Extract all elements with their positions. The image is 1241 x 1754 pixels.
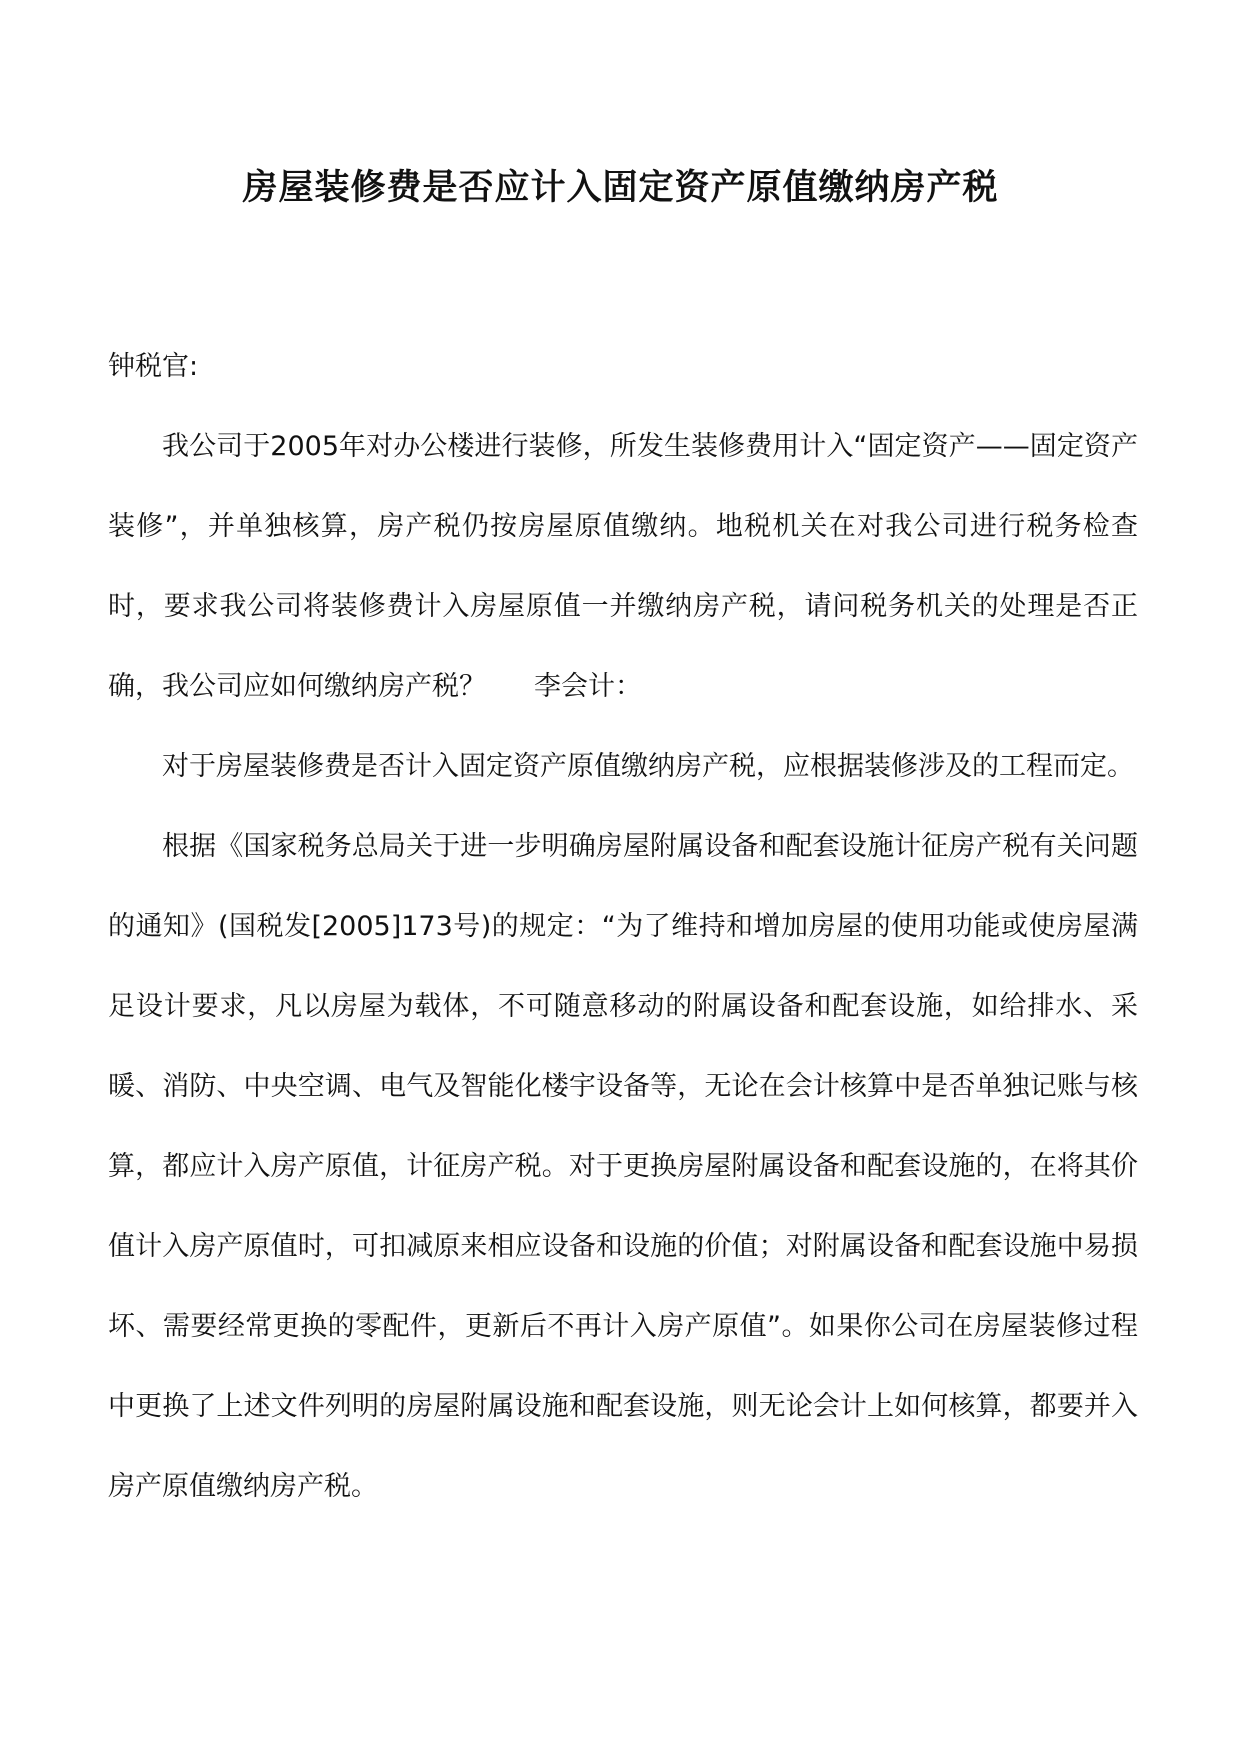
- greeting: 钟税官:: [108, 351, 199, 382]
- greeting-line: [108, 327, 1138, 407]
- question-text: 我公司于2005年对办公楼进行装修，所发生装修费用计入“固定资产——固定资产装修”，并单独核算，房产税仍按房屋原值缴纳。地税机关在对我公司进行税务检查时，要求我公司将装修费计入房屋原值一并缴纳房产税，请问税务机关的处理是否正确，我公司应如何缴纳房产税？: [108, 431, 1138, 702]
- answer-intro-paragraph: 对于房屋装修费是否计入固定资产原值缴纳房产税，应根据装修涉及的工程而定。: [162, 751, 1134, 782]
- document-body: [108, 327, 1138, 1527]
- document-title: 房屋装修费是否应计入固定资产原值缴纳房产税: [242, 167, 999, 208]
- answer-body-paragraph: 根据《国家税务总局关于进一步明确房屋附属设备和配套设施计征房产税有关问题的通知》(国税发[2005]173号)的规定：“为了维持和增加房屋的使用功能或使房屋满足设计要求，凡以房屋为载体，不可随意移动的附属设备和配套设施，如给排水、采暖、消防、中央空调、电气及智能化楼宇设备等，无论在会计核算中是否单独记账与核算，都应计入房产原值，计征房产税。对于更换房屋附属设备和配套设施的，在将其价值计入房产原值时，可扣减原来相应设备和设施的价值；对附属设备和配套设施中易损坏、需要经常更换的零配件，更新后不再计入房产原值”。如果你公司在房屋装修过程中更换了上述文件列明的房屋附属设施和配套设施，则无论会计上如何核算，都要并入房产原值缴纳房产税。: [108, 831, 1138, 1502]
- reply-greeting: 李会计：: [534, 671, 642, 702]
- question-paragraph: [108, 407, 1138, 727]
